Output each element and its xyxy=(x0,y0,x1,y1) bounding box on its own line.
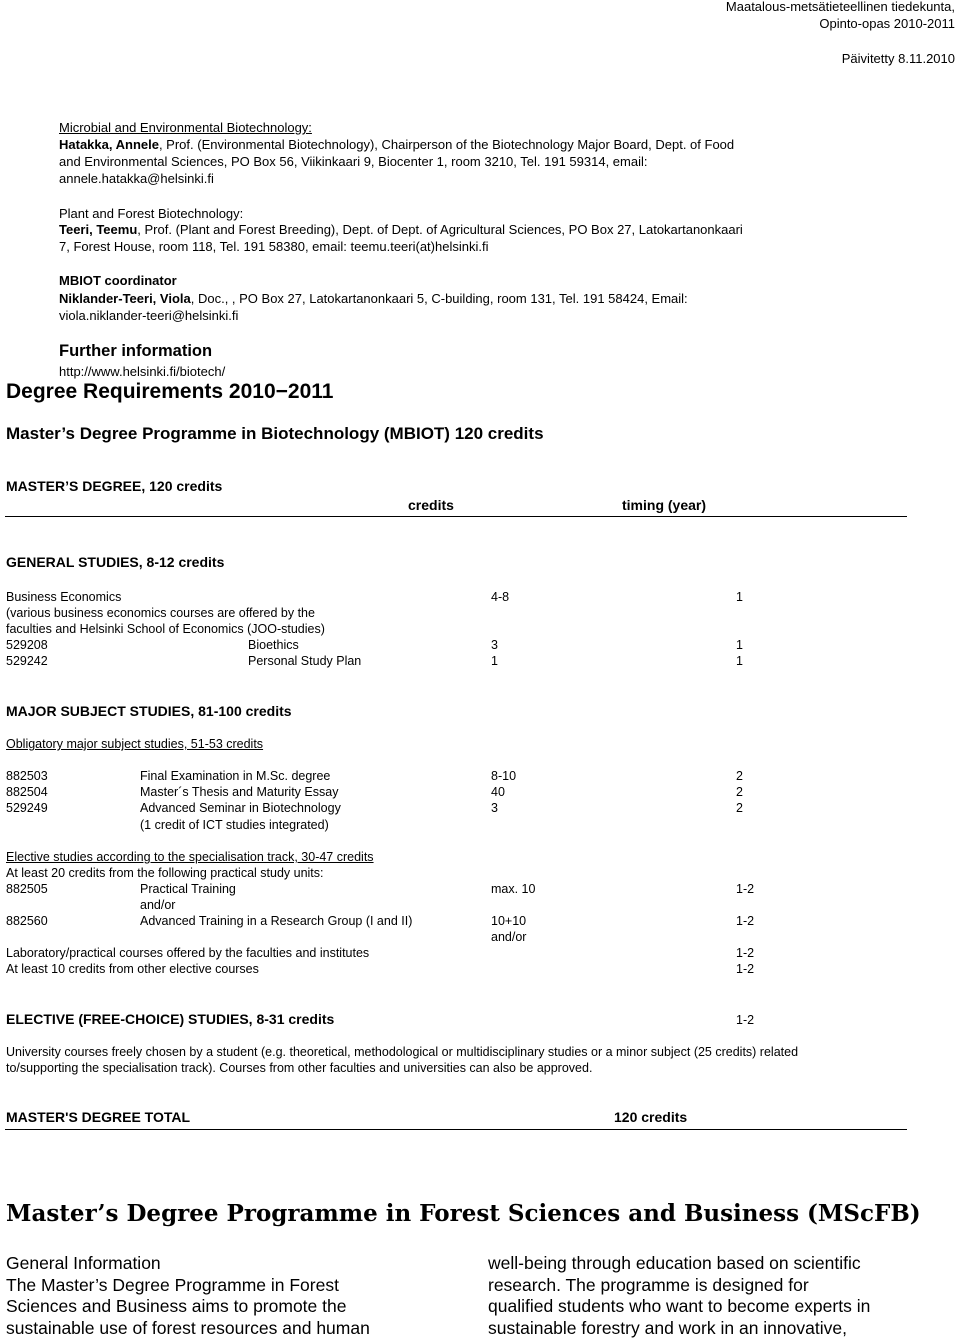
course-name: Final Examination in M.Sc. degree xyxy=(140,769,331,783)
header-rule xyxy=(5,516,907,517)
masters-heading: MASTER’S DEGREE, 120 credits xyxy=(6,478,223,494)
plant-line1-rest: , Prof. (Plant and Forest Breeding), Dept. of Dept. of Agricultural Sciences, PO Box 27, Latokartanonkaari xyxy=(137,222,743,237)
lab-courses: Laboratory/practical courses offered by the faculties and institutes xyxy=(6,946,370,960)
header-faculty: Maatalous-metsätieteellinen tiedekunta, xyxy=(725,0,955,14)
and-or-label: and/or xyxy=(491,930,527,944)
coordinator-line1-rest: , Doc., , PO Box 27, Latokartanonkaari 5, C-building, room 131, Tel. 191 58424, Email: xyxy=(190,291,688,306)
course-credits: 1 xyxy=(491,654,498,668)
mscfb-right-line: well-being through education based on scientific xyxy=(488,1253,861,1273)
course-credits: max. 10 xyxy=(491,882,536,896)
mscfb-left-line: sustainable use of forest resources and human xyxy=(6,1317,370,1338)
total-rule xyxy=(5,1129,907,1130)
programme-title: Master’s Degree Programme in Biotechnology (MBIOT) 120 credits xyxy=(6,424,544,443)
total-label: MASTER'S DEGREE TOTAL xyxy=(6,1109,191,1125)
plant-contact-line1 xyxy=(59,222,743,237)
business-name: Business Economics xyxy=(6,590,122,604)
lab-courses-timing: 1-2 xyxy=(736,946,755,960)
course-code: 529242 xyxy=(6,654,48,668)
coordinator-heading: MBIOT coordinator xyxy=(59,273,177,288)
further-info-heading: Further information xyxy=(59,342,213,360)
obligatory-heading: Obligatory major subject studies, 51-53 credits xyxy=(6,737,264,751)
course-timing: 1 xyxy=(736,638,743,652)
elective-free-timing: 1-2 xyxy=(736,1013,755,1027)
course-code: 882505 xyxy=(6,882,48,896)
plant-name: Teeri, Teemu xyxy=(59,222,138,237)
business-timing: 1 xyxy=(736,590,743,604)
course-code: 529249 xyxy=(6,801,48,815)
mscfb-left-line: The Master’s Degree Programme in Forest xyxy=(6,1274,339,1295)
course-timing: 1 xyxy=(736,654,743,668)
elective-free-desc-2: to/supporting the specialisation track). Courses from other faculties and universities can also be approved. xyxy=(6,1061,593,1075)
course-timing: 2 xyxy=(736,769,743,783)
course-code: 529208 xyxy=(6,638,48,652)
microbial-name: Hatakka, Annele xyxy=(59,137,159,152)
course-name: Master´s Thesis and Maturity Essay xyxy=(140,785,339,799)
course-name: Personal Study Plan xyxy=(248,654,362,668)
col-timing-header: timing (year) xyxy=(622,497,707,513)
business-note-2: faculties and Helsinki School of Economics (JOO-studies) xyxy=(6,622,325,636)
plant-contact-line2: 7, Forest House, room 118, Tel. 191 58380, email: teemu.teeri(at)helsinki.fi xyxy=(59,239,489,254)
course-timing: 2 xyxy=(736,801,743,815)
course-credits: 3 xyxy=(491,801,498,815)
course-code: 882504 xyxy=(6,785,48,799)
business-note-1: (various business economics courses are offered by the xyxy=(6,606,315,620)
elective-free-desc-1: University courses freely chosen by a student (e.g. theoretical, methodological or multidisciplinary studies or a minor subject (25 credits) related xyxy=(6,1045,799,1059)
mscfb-right-line: qualified students who want to become experts in xyxy=(488,1296,871,1316)
coordinator-name: Niklander-Teeri, Viola xyxy=(59,291,191,306)
header-guide: Opinto-opas 2010-2011 xyxy=(819,16,955,31)
mscfb-left-line: Sciences and Business aims to promote the xyxy=(6,1296,347,1316)
mscfb-title: Master’s Degree Programme in Forest Sciences and Business (MScFB) xyxy=(6,1200,921,1227)
other-electives: At least 10 credits from other elective courses xyxy=(6,962,259,976)
degree-title: Degree Requirements 2010−2011 xyxy=(6,380,334,403)
other-electives-timing: 1-2 xyxy=(736,962,755,976)
course-name: Advanced Seminar in Biotechnology xyxy=(140,801,341,815)
mscfb-right-line: research. The programme is designed for xyxy=(488,1274,809,1295)
ict-note: (1 credit of ICT studies integrated) xyxy=(140,818,329,832)
microbial-contact-line2: and Environmental Sciences, PO Box 56, Viikinkaari 9, Biocenter 1, room 3210, Tel. 191 59314, email: xyxy=(59,154,648,169)
course-name: Practical Training xyxy=(140,882,236,896)
header-updated: Päivitetty 8.11.2010 xyxy=(841,51,955,66)
course-timing: 1-2 xyxy=(736,914,755,928)
course-timing: 1-2 xyxy=(736,882,755,896)
course-timing: 2 xyxy=(736,785,743,799)
mscfb-right-line: sustainable forestry and work in an innovative, xyxy=(488,1317,847,1338)
mscfb-general-heading: General Information xyxy=(6,1253,161,1273)
course-code: 882560 xyxy=(6,914,48,928)
and-or-label: and/or xyxy=(140,898,176,912)
general-heading: GENERAL STUDIES, 8-12 credits xyxy=(6,554,225,570)
coordinator-contact-line1 xyxy=(59,291,688,306)
elective-free-heading: ELECTIVE (FREE-CHOICE) STUDIES, 8-31 credits xyxy=(6,1011,335,1027)
mscfb-left-column xyxy=(6,1253,426,1339)
col-credits-header: credits xyxy=(408,497,454,513)
elective-track-note: At least 20 credits from the following practical study units: xyxy=(6,866,324,880)
business-credits: 4-8 xyxy=(491,590,510,604)
course-credits: 10+10 xyxy=(491,914,527,928)
further-info-url[interactable]: http://www.helsinki.fi/biotech/ xyxy=(59,364,226,379)
elective-track-heading: Elective studies according to the specialisation track, 30-47 credits xyxy=(6,850,374,864)
plant-heading: Plant and Forest Biotechnology: xyxy=(59,206,244,221)
course-credits: 8-10 xyxy=(491,769,517,783)
microbial-email: annele.hatakka@helsinki.fi xyxy=(59,171,214,186)
microbial-line1-rest: , Prof. (Environmental Biotechnology), Chairperson of the Biotechnology Major Board, Dept. of Food xyxy=(158,137,735,152)
microbial-contact-line1 xyxy=(59,137,734,152)
course-name: Advanced Training in a Research Group (I and II) xyxy=(140,914,413,928)
coordinator-email: viola.niklander-teeri@helsinki.fi xyxy=(59,308,239,323)
course-credits: 3 xyxy=(491,638,498,652)
microbial-heading: Microbial and Environmental Biotechnology: xyxy=(59,120,312,135)
total-value: 120 credits xyxy=(614,1109,688,1125)
course-credits: 40 xyxy=(491,785,505,799)
mscfb-right-column xyxy=(488,1253,908,1339)
course-name: Bioethics xyxy=(248,638,299,652)
course-code: 882503 xyxy=(6,769,48,783)
major-heading: MAJOR SUBJECT STUDIES, 81-100 credits xyxy=(6,703,292,719)
